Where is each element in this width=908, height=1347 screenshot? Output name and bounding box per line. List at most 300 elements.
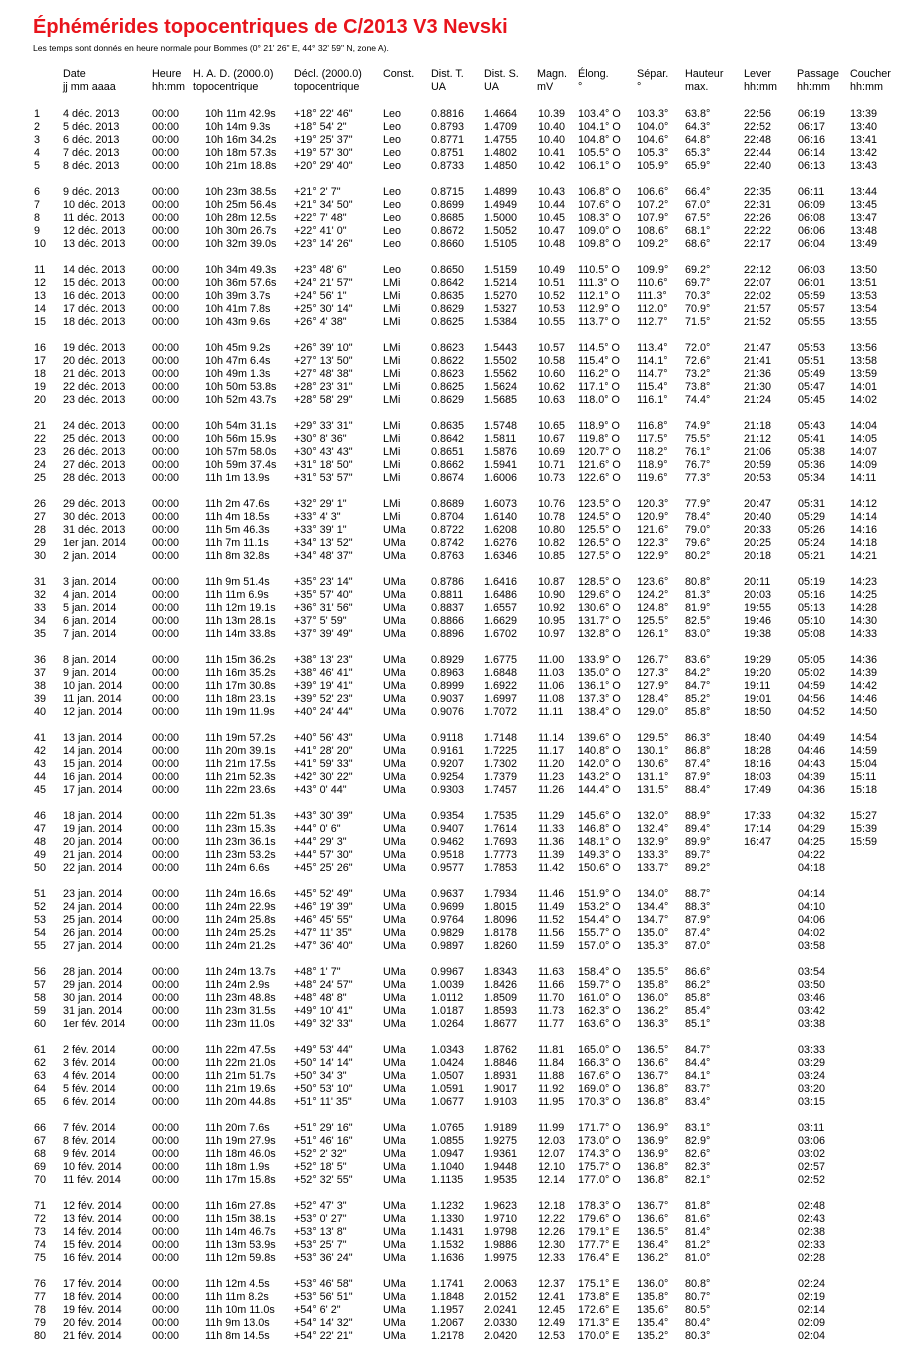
table-cell-decl: +49° 10' 41"	[294, 1005, 353, 1017]
table-cell-decl: +33° 4' 3"	[294, 511, 341, 523]
table-cell-coucher: 14:14	[850, 511, 878, 523]
column-subheader-dist_t: UA	[431, 81, 446, 93]
table-cell-magn: 10.40	[538, 134, 566, 146]
table-cell-heure: 00:00	[152, 992, 180, 1004]
table-cell-heure: 00:00	[152, 433, 180, 445]
table-cell-heure: 00:00	[152, 628, 180, 640]
table-cell-dist_t: 0.8642	[431, 433, 465, 445]
table-cell-passage: 02:24	[798, 1278, 826, 1290]
table-cell-magn: 11.88	[538, 1070, 565, 1082]
table-cell-separ: 118.2°	[637, 446, 668, 458]
table-cell-index: 15	[34, 316, 47, 328]
table-cell-decl: +28° 23' 31"	[294, 381, 353, 393]
table-cell-had: 11h 17m 30.8s	[205, 680, 276, 692]
table-cell-coucher: 13:48	[850, 225, 878, 237]
table-cell-magn: 11.29	[538, 810, 565, 822]
table-cell-dist_s: 2.0241	[484, 1304, 518, 1316]
table-cell-date: 11 jan. 2014	[63, 693, 122, 705]
table-cell-lever: 21:18	[744, 420, 772, 432]
table-cell-passage: 05:31	[798, 498, 826, 510]
table-cell-magn: 10.52	[538, 290, 566, 302]
table-cell-const: UMa	[383, 1005, 406, 1017]
table-cell-coucher: 13:53	[850, 290, 878, 302]
table-cell-dist_t: 0.8625	[431, 381, 465, 393]
table-cell-dist_s: 1.4850	[484, 160, 518, 172]
table-cell-coucher: 14:09	[850, 459, 878, 471]
table-cell-date: 16 jan. 2014	[63, 771, 123, 783]
table-cell-separ: 109.9°	[637, 264, 669, 276]
table-cell-dist_t: 1.0112	[431, 992, 464, 1004]
table-cell-hauteur: 85.2°	[685, 693, 711, 705]
table-cell-lever: 20:59	[744, 459, 772, 471]
table-cell-index: 67	[34, 1135, 47, 1147]
table-cell-passage: 06:19	[798, 108, 826, 120]
table-cell-magn: 11.77	[538, 1018, 565, 1030]
table-cell-dist_t: 0.9518	[431, 849, 465, 861]
table-cell-passage: 05:34	[798, 472, 826, 484]
table-cell-magn: 10.55	[538, 316, 566, 328]
table-cell-dist_t: 0.8672	[431, 225, 465, 237]
table-cell-dist_s: 1.8260	[484, 940, 518, 952]
table-cell-passage: 05:53	[798, 342, 826, 354]
table-cell-dist_s: 1.5876	[484, 446, 518, 458]
table-cell-date: 7 jan. 2014	[63, 628, 117, 640]
table-cell-lever: 20:03	[744, 589, 772, 601]
table-cell-elong: 173.0° O	[578, 1135, 621, 1147]
table-cell-hauteur: 80.3°	[685, 1330, 711, 1342]
table-cell-hauteur: 67.5°	[685, 212, 711, 224]
table-cell-decl: +48° 1' 7"	[294, 966, 341, 978]
table-cell-dist_t: 1.0264	[431, 1018, 465, 1030]
table-cell-separ: 112.0°	[637, 303, 668, 315]
table-cell-lever: 21:52	[744, 316, 772, 328]
table-cell-date: 4 fév. 2014	[63, 1070, 116, 1082]
table-cell-hauteur: 87.4°	[685, 758, 711, 770]
table-cell-elong: 124.5° O	[578, 511, 621, 523]
table-cell-passage: 06:04	[798, 238, 826, 250]
table-cell-magn: 10.95	[538, 615, 566, 627]
table-cell-index: 9	[34, 225, 41, 237]
table-cell-decl: +53° 36' 24"	[294, 1252, 353, 1264]
table-cell-passage: 06:16	[798, 134, 826, 146]
table-cell-heure: 00:00	[152, 823, 180, 835]
table-cell-lever: 22:40	[744, 160, 772, 172]
table-cell-separ: 131.5°	[637, 784, 669, 796]
table-cell-had: 11h 16m 35.2s	[205, 667, 276, 679]
table-cell-dist_s: 1.7379	[484, 771, 518, 783]
table-cell-index: 11	[34, 264, 46, 276]
table-cell-const: Leo	[383, 147, 402, 159]
table-cell-const: UMa	[383, 602, 406, 614]
table-cell-decl: +26° 4' 38"	[294, 316, 347, 328]
table-cell-dist_t: 1.0424	[431, 1057, 465, 1069]
table-cell-const: UMa	[383, 1122, 406, 1134]
table-cell-passage: 05:24	[798, 537, 826, 549]
table-cell-elong: 132.8° O	[578, 628, 621, 640]
column-subheader-elong: °	[578, 81, 583, 93]
table-cell-lever: 18:16	[744, 758, 772, 770]
table-cell-dist_t: 0.8699	[431, 199, 465, 211]
table-cell-passage: 04:06	[798, 914, 826, 926]
table-cell-elong: 108.3° O	[578, 212, 621, 224]
table-cell-const: UMa	[383, 1317, 406, 1329]
table-cell-decl: +40° 24' 44"	[294, 706, 353, 718]
table-cell-date: 1er jan. 2014	[63, 537, 127, 549]
table-cell-index: 35	[34, 628, 47, 640]
table-cell-dist_t: 0.8722	[431, 524, 465, 536]
table-cell-index: 23	[34, 446, 47, 458]
table-cell-index: 30	[34, 550, 47, 562]
table-cell-passage: 03:15	[798, 1096, 826, 1108]
table-cell-decl: +25° 30' 14"	[294, 303, 353, 315]
table-cell-passage: 04:52	[798, 706, 826, 718]
table-cell-date: 27 déc. 2013	[63, 459, 126, 471]
table-cell-had: 11h 12m 19.1s	[205, 602, 276, 614]
table-cell-dist_s: 1.9103	[484, 1096, 518, 1108]
table-cell-lever: 19:55	[744, 602, 772, 614]
table-cell-decl: +54° 14' 32"	[294, 1317, 353, 1329]
table-cell-dist_s: 1.8931	[484, 1070, 518, 1082]
table-cell-passage: 03:11	[798, 1122, 825, 1134]
table-cell-date: 9 déc. 2013	[63, 186, 120, 198]
table-cell-date: 19 fév. 2014	[63, 1304, 122, 1316]
table-cell-const: UMa	[383, 992, 406, 1004]
table-cell-elong: 163.6° O	[578, 1018, 621, 1030]
table-cell-coucher: 14:59	[850, 745, 878, 757]
table-cell-magn: 10.43	[538, 186, 566, 198]
table-cell-heure: 00:00	[152, 667, 180, 679]
table-cell-magn: 10.78	[538, 511, 566, 523]
table-cell-had: 10h 59m 37.4s	[205, 459, 277, 471]
table-cell-decl: +36° 31' 56"	[294, 602, 353, 614]
table-cell-lever: 21:47	[744, 342, 772, 354]
table-cell-had: 10h 36m 57.6s	[205, 277, 277, 289]
table-cell-passage: 03:46	[798, 992, 826, 1004]
table-cell-heure: 00:00	[152, 381, 180, 393]
table-cell-index: 78	[34, 1304, 47, 1316]
table-cell-separ: 103.3°	[637, 108, 669, 120]
table-cell-passage: 05:43	[798, 420, 826, 432]
table-cell-coucher: 14:16	[850, 524, 878, 536]
table-cell-const: LMi	[383, 316, 401, 328]
table-cell-heure: 00:00	[152, 732, 180, 744]
table-cell-heure: 00:00	[152, 615, 180, 627]
column-header-magn: Magn.	[537, 68, 568, 80]
table-cell-dist_t: 1.1330	[431, 1213, 465, 1225]
table-cell-heure: 00:00	[152, 1083, 180, 1095]
table-cell-coucher: 14:54	[850, 732, 878, 744]
table-cell-elong: 178.3° O	[578, 1200, 621, 1212]
table-cell-hauteur: 81.4°	[685, 1226, 711, 1238]
table-cell-heure: 00:00	[152, 1122, 180, 1134]
table-cell-index: 34	[34, 615, 47, 627]
table-cell-magn: 11.59	[538, 940, 565, 952]
table-cell-coucher: 14:02	[850, 394, 878, 406]
table-cell-date: 22 jan. 2014	[63, 862, 123, 874]
table-cell-coucher: 15:04	[850, 758, 878, 770]
table-cell-magn: 11.84	[538, 1057, 565, 1069]
table-cell-const: UMa	[383, 966, 406, 978]
table-cell-magn: 11.42	[538, 862, 565, 874]
table-cell-passage: 05:47	[798, 381, 826, 393]
table-cell-dist_t: 0.8629	[431, 394, 465, 406]
table-cell-dist_s: 1.8762	[484, 1044, 518, 1056]
table-cell-date: 9 fév. 2014	[63, 1148, 116, 1160]
table-cell-dist_t: 1.1741	[431, 1278, 465, 1290]
table-cell-date: 22 déc. 2013	[63, 381, 126, 393]
table-cell-lever: 19:38	[744, 628, 772, 640]
table-cell-magn: 11.46	[538, 888, 565, 900]
table-cell-const: UMa	[383, 576, 406, 588]
table-cell-had: 11h 15m 38.1s	[205, 1213, 276, 1225]
table-cell-separ: 111.3°	[637, 290, 667, 302]
table-cell-lever: 17:33	[744, 810, 772, 822]
table-cell-index: 5	[34, 160, 41, 172]
table-cell-had: 11h 8m 32.8s	[205, 550, 270, 562]
table-cell-magn: 10.53	[538, 303, 566, 315]
table-cell-magn: 10.40	[538, 121, 566, 133]
table-cell-hauteur: 81.0°	[685, 1252, 711, 1264]
table-cell-decl: +29° 33' 31"	[294, 420, 353, 432]
table-cell-separ: 113.4°	[637, 342, 668, 354]
table-cell-passage: 02:38	[798, 1226, 826, 1238]
table-cell-dist_t: 0.8999	[431, 680, 465, 692]
table-cell-index: 6	[34, 186, 41, 198]
table-cell-decl: +52° 47' 3"	[294, 1200, 347, 1212]
table-cell-dist_s: 1.4899	[484, 186, 518, 198]
table-cell-date: 19 déc. 2013	[63, 342, 126, 354]
table-cell-dist_s: 1.5327	[484, 303, 518, 315]
table-cell-const: LMi	[383, 303, 401, 315]
table-cell-elong: 135.0° O	[578, 667, 621, 679]
table-cell-had: 11h 21m 19.6s	[205, 1083, 276, 1095]
column-subheader-decl: topocentrique	[294, 81, 360, 93]
table-cell-date: 23 déc. 2013	[63, 394, 126, 406]
table-cell-had: 11h 18m 46.0s	[205, 1148, 276, 1160]
column-header-passage: Passage	[797, 68, 840, 80]
table-cell-hauteur: 78.4°	[685, 511, 711, 523]
table-cell-magn: 10.57	[538, 342, 566, 354]
table-cell-decl: +41° 59' 33"	[294, 758, 353, 770]
table-cell-dist_t: 0.9118	[431, 732, 464, 744]
table-cell-const: UMa	[383, 537, 406, 549]
column-header-had: H. A. D. (2000.0)	[193, 68, 274, 80]
table-cell-magn: 11.99	[538, 1122, 565, 1134]
table-cell-dist_s: 1.7773	[484, 849, 518, 861]
table-cell-elong: 177.0° O	[578, 1174, 621, 1186]
table-cell-passage: 04:39	[798, 771, 826, 783]
table-cell-dist_s: 1.8846	[484, 1057, 518, 1069]
table-cell-dist_s: 1.6073	[484, 498, 518, 510]
table-cell-index: 71	[34, 1200, 47, 1212]
table-cell-elong: 115.4° O	[578, 355, 620, 367]
table-cell-elong: 111.3° O	[578, 277, 620, 289]
table-cell-heure: 00:00	[152, 1317, 180, 1329]
table-cell-index: 2	[34, 121, 41, 133]
table-cell-had: 11h 12m 4.5s	[205, 1278, 270, 1290]
table-cell-magn: 10.80	[538, 524, 566, 536]
table-cell-const: Leo	[383, 134, 402, 146]
table-cell-const: UMa	[383, 914, 406, 926]
table-cell-coucher: 14:23	[850, 576, 878, 588]
table-cell-index: 74	[34, 1239, 47, 1251]
table-cell-had: 10h 52m 43.7s	[205, 394, 277, 406]
table-cell-decl: +46° 19' 39"	[294, 901, 353, 913]
table-cell-magn: 10.76	[538, 498, 566, 510]
table-cell-decl: +39° 52' 23"	[294, 693, 353, 705]
table-cell-hauteur: 87.0°	[685, 940, 711, 952]
table-cell-dist_t: 0.8963	[431, 667, 465, 679]
table-cell-heure: 00:00	[152, 212, 180, 224]
table-cell-separ: 109.2°	[637, 238, 669, 250]
table-cell-magn: 11.08	[538, 693, 565, 705]
table-cell-heure: 00:00	[152, 1200, 180, 1212]
table-cell-hauteur: 84.4°	[685, 1057, 711, 1069]
table-cell-dist_s: 1.5941	[484, 459, 518, 471]
table-cell-dist_t: 1.0591	[431, 1083, 465, 1095]
table-cell-dist_s: 1.7934	[484, 888, 518, 900]
table-cell-separ: 134.4°	[637, 901, 669, 913]
table-cell-magn: 11.36	[538, 836, 565, 848]
table-cell-decl: +28° 58' 29"	[294, 394, 353, 406]
table-cell-coucher: 15:59	[850, 836, 878, 848]
table-cell-lever: 19:01	[744, 693, 772, 705]
table-cell-heure: 00:00	[152, 277, 180, 289]
column-subheader-had: topocentrique	[193, 81, 259, 93]
table-cell-separ: 105.9°	[637, 160, 669, 172]
table-cell-dist_t: 1.0855	[431, 1135, 465, 1147]
table-cell-separ: 133.7°	[637, 862, 669, 874]
table-cell-dist_t: 1.1636	[431, 1252, 465, 1264]
column-header-dist_t: Dist. T.	[431, 68, 464, 80]
column-header-decl: Décl. (2000.0)	[294, 68, 362, 80]
table-cell-dist_s: 1.6486	[484, 589, 518, 601]
table-cell-elong: 133.9° O	[578, 654, 621, 666]
table-cell-had: 11h 11m 6.9s	[205, 589, 269, 601]
table-cell-hauteur: 77.3°	[685, 472, 711, 484]
table-cell-heure: 00:00	[152, 420, 180, 432]
table-cell-dist_t: 0.8629	[431, 303, 465, 315]
table-cell-separ: 136.0°	[637, 1278, 669, 1290]
table-cell-magn: 10.60	[538, 368, 566, 380]
table-cell-const: UMa	[383, 888, 406, 900]
table-cell-dist_t: 0.8793	[431, 121, 465, 133]
table-cell-date: 23 jan. 2014	[63, 888, 123, 900]
table-cell-const: UMa	[383, 680, 406, 692]
table-cell-separ: 135.2°	[637, 1330, 669, 1342]
table-cell-decl: +31° 53' 57"	[294, 472, 353, 484]
table-cell-lever: 21:36	[744, 368, 772, 380]
table-cell-passage: 05:21	[798, 550, 826, 562]
table-cell-heure: 00:00	[152, 511, 180, 523]
table-cell-coucher: 14:42	[850, 680, 878, 692]
table-cell-lever: 19:46	[744, 615, 772, 627]
table-cell-const: UMa	[383, 1148, 406, 1160]
table-cell-separ: 135.0°	[637, 927, 669, 939]
table-cell-dist_t: 0.8929	[431, 654, 465, 666]
table-cell-date: 6 déc. 2013	[63, 134, 120, 146]
table-cell-passage: 04:22	[798, 849, 826, 861]
table-cell-hauteur: 83.6°	[685, 654, 711, 666]
table-cell-date: 21 jan. 2014	[63, 849, 123, 861]
table-cell-decl: +52° 2' 32"	[294, 1148, 347, 1160]
table-cell-const: UMa	[383, 1226, 406, 1238]
table-cell-elong: 104.8° O	[578, 134, 621, 146]
table-cell-dist_s: 1.7225	[484, 745, 518, 757]
table-cell-had: 11h 22m 47.5s	[205, 1044, 276, 1056]
table-cell-date: 26 jan. 2014	[63, 927, 123, 939]
table-cell-const: LMi	[383, 394, 401, 406]
table-cell-elong: 109.8° O	[578, 238, 621, 250]
table-cell-date: 31 jan. 2014	[63, 1005, 123, 1017]
table-cell-separ: 122.3°	[637, 537, 669, 549]
table-cell-had: 10h 18m 57.3s	[205, 147, 277, 159]
table-cell-separ: 128.4°	[637, 693, 669, 705]
table-cell-passage: 03:38	[798, 1018, 826, 1030]
table-cell-lever: 20:25	[744, 537, 772, 549]
table-cell-dist_t: 0.9207	[431, 758, 465, 770]
table-cell-const: UMa	[383, 1304, 406, 1316]
table-cell-had: 11h 11m 8.2s	[205, 1291, 269, 1303]
column-header-separ: Sépar.	[637, 68, 669, 80]
table-cell-lever: 20:47	[744, 498, 772, 510]
table-cell-lever: 21:57	[744, 303, 772, 315]
table-cell-dist_t: 0.8786	[431, 576, 465, 588]
table-cell-date: 30 déc. 2013	[63, 511, 126, 523]
table-cell-date: 24 déc. 2013	[63, 420, 126, 432]
table-cell-had: 11h 21m 51.7s	[205, 1070, 276, 1082]
table-cell-magn: 11.49	[538, 901, 565, 913]
table-cell-had: 10h 41m 7.8s	[205, 303, 271, 315]
table-cell-date: 30 jan. 2014	[63, 992, 123, 1004]
table-cell-had: 11h 20m 7.6s	[205, 1122, 270, 1134]
table-cell-elong: 162.3° O	[578, 1005, 621, 1017]
table-cell-hauteur: 67.0°	[685, 199, 711, 211]
table-cell-hauteur: 82.5°	[685, 615, 711, 627]
table-cell-dist_s: 1.6276	[484, 537, 518, 549]
table-cell-had: 11h 23m 53.2s	[205, 849, 276, 861]
table-cell-heure: 00:00	[152, 134, 180, 146]
table-cell-passage: 05:49	[798, 368, 826, 380]
table-cell-dist_t: 1.1431	[431, 1226, 465, 1238]
table-cell-const: UMa	[383, 1252, 406, 1264]
table-cell-coucher: 14:28	[850, 602, 878, 614]
table-cell-const: Leo	[383, 160, 402, 172]
table-cell-dist_t: 1.1232	[431, 1200, 465, 1212]
table-cell-elong: 173.8° E	[578, 1291, 620, 1303]
table-cell-dist_t: 0.9037	[431, 693, 465, 705]
table-cell-hauteur: 87.9°	[685, 914, 711, 926]
table-cell-coucher: 13:47	[850, 212, 878, 224]
table-cell-elong: 118.9° O	[578, 420, 620, 432]
table-cell-elong: 138.4° O	[578, 706, 621, 718]
table-cell-dist_t: 0.8733	[431, 160, 465, 172]
table-cell-hauteur: 82.1°	[685, 1174, 711, 1186]
table-cell-elong: 177.7° E	[578, 1239, 620, 1251]
table-cell-magn: 11.23	[538, 771, 565, 783]
table-cell-passage: 06:06	[798, 225, 826, 237]
table-cell-separ: 119.6°	[637, 472, 668, 484]
table-cell-elong: 110.5° O	[578, 264, 620, 276]
table-cell-date: 17 déc. 2013	[63, 303, 126, 315]
table-cell-const: UMa	[383, 1018, 406, 1030]
table-cell-date: 5 fév. 2014	[63, 1083, 116, 1095]
table-cell-separ: 136.6°	[637, 1057, 669, 1069]
table-cell-decl: +51° 29' 16"	[294, 1122, 353, 1134]
table-cell-date: 9 jan. 2014	[63, 667, 117, 679]
table-cell-decl: +49° 53' 44"	[294, 1044, 353, 1056]
table-cell-separ: 135.4°	[637, 1317, 669, 1329]
